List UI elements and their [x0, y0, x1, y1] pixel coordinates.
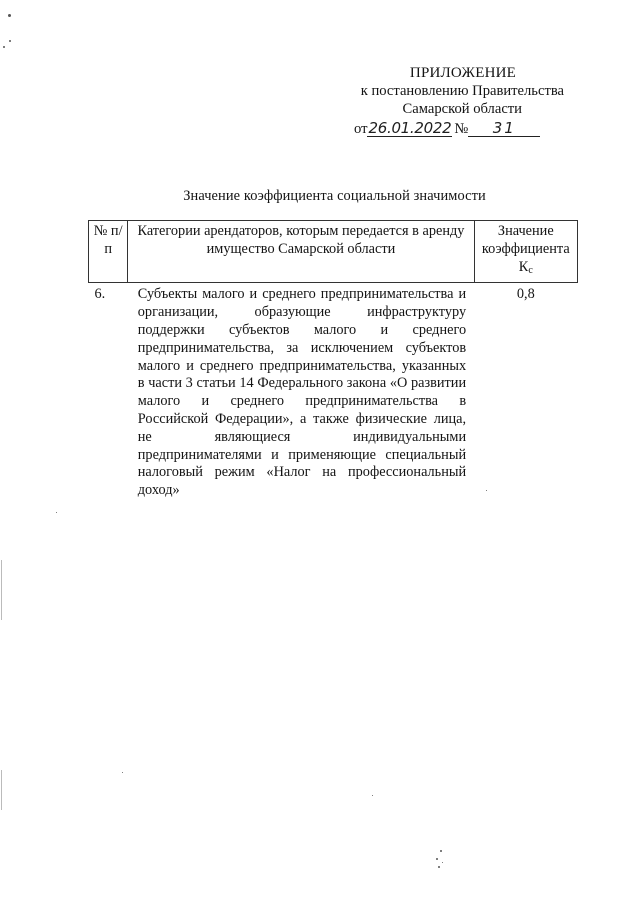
header-number	[89, 221, 128, 283]
table-header-row	[89, 221, 578, 283]
scan-speck	[9, 40, 11, 42]
scan-speck	[372, 795, 373, 796]
row-value: 0,8	[516, 286, 535, 303]
header-value-line1: Значение	[497, 223, 554, 239]
scan-edge-line	[1, 770, 2, 810]
appendix-title: ПРИЛОЖЕНИЕ	[409, 65, 516, 81]
heading-text: Значение коэффициента социальной значимости	[183, 188, 486, 204]
header-category	[128, 221, 474, 283]
coef-symbol: К	[518, 258, 529, 275]
scan-speck	[122, 772, 123, 773]
appendix-header	[334, 64, 564, 140]
header-category-text: Категории арендаторов, которым передается в аренду имущество Самарской области	[137, 223, 465, 257]
header-value	[474, 221, 577, 283]
scan-speck	[438, 866, 440, 868]
coef-subscript: с	[528, 264, 533, 276]
table-row	[89, 283, 578, 500]
scan-speck	[56, 512, 57, 513]
scan-speck	[3, 46, 5, 48]
handwritten-date: 26.01.2022	[368, 119, 452, 137]
scan-speck	[8, 14, 11, 17]
appendix-date-number-line	[334, 120, 564, 140]
from-label: от	[354, 121, 368, 137]
header-value-symbol	[479, 259, 573, 280]
appendix-line-resolution: к постановлению Правительства	[360, 83, 564, 99]
document-heading	[0, 188, 639, 205]
row-category: Субъекты малого и среднего предпринимательства и организации, образующие инфраструктуру поддержки субъектов малого и среднего предпринимательства, за исключением субъектов малого и среднего предпринимательства, указанных в части 3 статьи 14 Федерального закона «О развитии малого и среднего предпринимательства в Российской Федерации», а также физические лица, не являющиеся индивидуальными предпринимателями и применяющие специальный налоговый режим «Налог на профессиональный доход»	[137, 286, 467, 499]
number-sign: №	[454, 121, 469, 137]
scan-speck	[436, 858, 438, 860]
coefficient-table	[88, 220, 578, 500]
appendix-line-region: Самарской области	[402, 101, 522, 117]
scan-speck	[440, 850, 442, 852]
header-number-text: № п/п	[93, 223, 123, 257]
scan-edge-line	[1, 560, 2, 620]
scan-speck	[442, 862, 443, 863]
handwritten-number: 31	[468, 120, 540, 137]
row-number: 6.	[94, 286, 106, 303]
header-value-line2: коэффициента	[481, 240, 570, 257]
